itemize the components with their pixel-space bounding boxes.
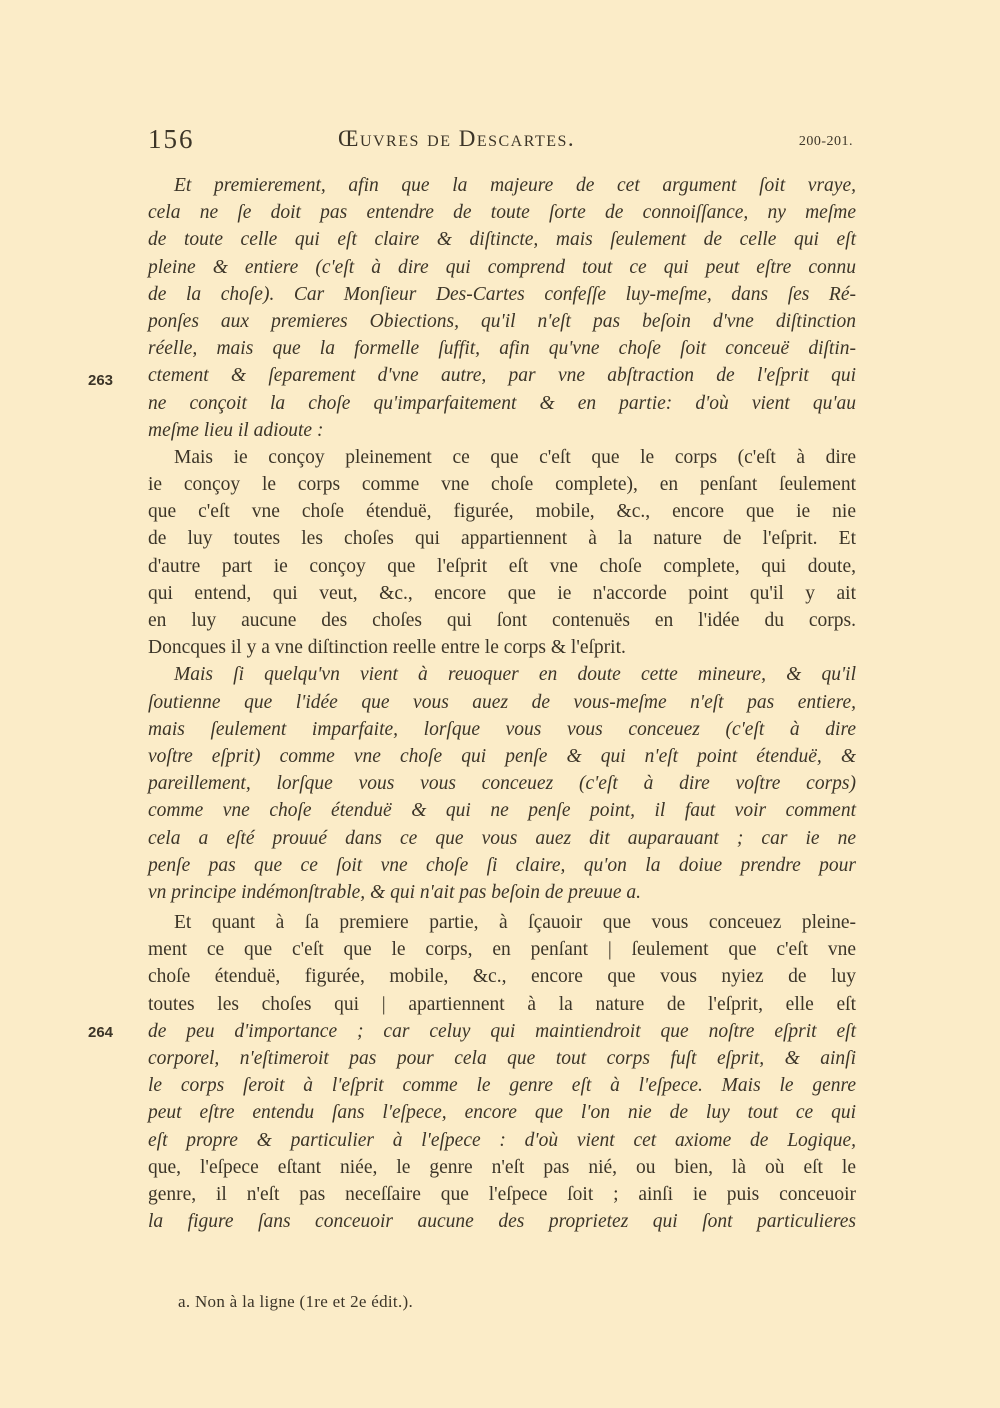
text-line: ponſes aux premieres Obiections, qu'il n'eſt pas beſoin d'vne diſtinction <box>148 310 856 332</box>
body-text <box>148 172 856 1235</box>
text-line: en luy aucune des choſes qui ſont contenuës en l'idée du corps. <box>148 610 856 631</box>
margin-reference: 263 <box>88 372 114 389</box>
text-line: le corps ſeroit à l'eſprit comme le genre eſt à l'eſpece. Mais le genre <box>148 1075 856 1097</box>
text-line: Mais ſi quelqu'vn vient à reuoquer en doute cette mineure, & qu'il <box>174 664 856 686</box>
text-line: eſt propre & particulier à l'eſpece : d'où vient cet axiome de Logique, <box>148 1129 856 1151</box>
text-line: de la choſe). Car Monſieur Des-Cartes confeſſe luy-meſme, dans ſes Ré- <box>148 283 856 305</box>
text-line: ſoutienne que l'idée que vous auez de vous-meſme n'eſt pas entiere, <box>148 691 856 713</box>
page-number: 156 <box>148 124 195 154</box>
margin-reference: 264 <box>88 1024 114 1041</box>
text-line: mais ſeulement imparfaite, lorſque vous vous conceuez (c'eſt à dire <box>148 718 856 740</box>
text-line: genre, il n'eſt pas neceſſaire que l'eſpece ſoit ; ainſi ie puis conceuoir <box>148 1183 856 1205</box>
running-title: Œuvres de Descartes. <box>338 126 576 151</box>
text-line: Doncques il y a vne diſtinction reelle entre le corps & l'eſprit. <box>148 637 626 659</box>
text-line: comme vne choſe étenduë & qui ne penſe point, il faut voir comment <box>148 800 856 822</box>
text-line: de peu d'importance ; car celuy qui maintiendroit que noſtre eſprit eſt <box>148 1020 856 1042</box>
text-line: vn principe indémonſtrable, & qui n'ait pas beſoin de preuue a. <box>148 881 642 903</box>
footnote: a. Non à la ligne (1re et 2e édit.). <box>178 1292 414 1311</box>
text-line: Et premierement, afin que la majeure de cet argument ſoit vraye, <box>174 175 856 196</box>
text-line: ie conçoy le corps comme vne choſe complete), en penſant ſeulement <box>148 474 856 496</box>
text-line: penſe pas que ce ſoit vne choſe ſi claire, qu'on la doiue prendre pour <box>148 854 856 876</box>
text-line: qui entend, qui veut, &c., encore que ie n'accorde point qu'il y ait <box>148 582 856 604</box>
text-line: toutes les choſes qui | apartiennent à la nature de l'eſprit, elle eſt <box>148 993 856 1015</box>
text-line: d'autre part ie conçoy que l'eſprit eſt vne choſe complete, qui doute, <box>148 555 856 577</box>
text-line: ne conçoit la choſe qu'imparfaitement & en partie: d'où vient qu'au <box>148 392 856 414</box>
page-header <box>148 124 853 164</box>
text-line: voſtre eſprit) comme vne choſe qui penſe & qui n'eſt point étenduë, & <box>148 745 856 767</box>
page-range: 200-201. <box>798 134 853 149</box>
text-line: ctement & ſeparement d'vne autre, par vne abſtraction de l'eſprit qui <box>148 365 856 387</box>
text-line: de luy toutes les choſes qui appartiennent à la nature de l'eſprit. Et <box>148 528 856 550</box>
text-line: réelle, mais que la formelle ſuffit, afin qu'vne choſe ſoit conceuë diſtin- <box>148 338 856 360</box>
text-line: Mais ie conçoy pleinement ce que c'eſt que le corps (c'eſt à dire <box>174 446 856 468</box>
text-line: cela a eſté prouué dans ce que vous auez dit auparauant ; car ie ne <box>148 827 856 849</box>
text-line: peut eſtre entendu ſans l'eſpece, encore que l'on nie de luy tout ce qui <box>148 1102 856 1124</box>
text-line: cela ne ſe doit pas entendre de toute ſorte de connoiſſance, ny meſme <box>148 202 856 224</box>
text-line: ment ce que c'eſt que le corps, en penſant | ſeulement que c'eſt vne <box>148 939 856 961</box>
text-line: pleine & entiere (c'eſt à dire qui comprend tout ce qui peut eſtre connu <box>148 256 856 278</box>
text-line: corporel, n'eſtimeroit pas pour cela que tout corps fuſt eſprit, & ainſi <box>148 1048 856 1069</box>
text-line: la figure ſans conceuoir aucune des proprietez qui ſont particulieres <box>148 1211 856 1233</box>
text-line: pareillement, lorſque vous vous conceuez (c'eſt à dire voſtre corps) <box>148 773 856 795</box>
text-line: Et quant à ſa premiere partie, à ſçauoir que vous conceuez pleine- <box>174 912 856 934</box>
text-line: que, l'eſpece eſtant niée, le genre n'eſt pas nié, ou bien, là où eſt le <box>148 1156 856 1178</box>
text-line: que c'eſt vne choſe étenduë, figurée, mobile, &c., encore que ie nie <box>148 501 856 523</box>
text-line: choſe étenduë, figurée, mobile, &c., encore que vous nyiez de luy <box>148 966 856 988</box>
text-line: meſme lieu il adioute : <box>148 419 324 441</box>
text-line: de toute celle qui eſt claire & diſtincte, mais ſeulement de celle qui eſt <box>148 229 856 251</box>
